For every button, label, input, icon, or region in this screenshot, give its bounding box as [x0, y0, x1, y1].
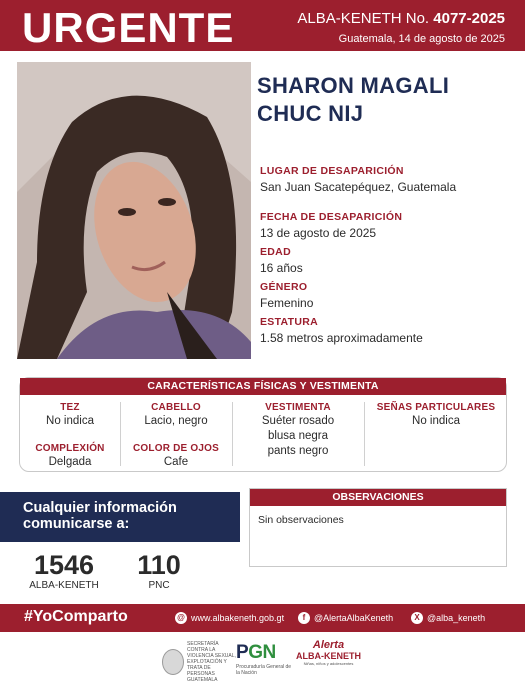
- field-value: San Juan Sacatepéquez, Guatemala: [260, 180, 457, 194]
- field-estatura: [260, 316, 510, 345]
- x-link[interactable]: [411, 612, 485, 624]
- header-banner: [0, 0, 525, 51]
- missing-person-name: [257, 72, 507, 128]
- feature-col-tez: [20, 402, 120, 469]
- alba-keneth-phone[interactable]: [24, 551, 104, 591]
- pgn-gn: GN: [248, 642, 276, 663]
- x-icon: X: [411, 612, 423, 624]
- secretaria-text: SECRETARÍA CONTRA LA VIOLENCIA SEXUAL, EXPLOTACIÓN Y TRATA DE PERSONAS GUATEMALA: [187, 641, 236, 683]
- alerta-word: Alerta: [312, 639, 345, 651]
- field-label: ESTATURA: [260, 316, 319, 328]
- field-label: LUGAR DE DESAPARICIÓN: [260, 165, 404, 177]
- tez-label: TEZ: [60, 402, 80, 413]
- secretaria-logo: [162, 641, 239, 683]
- pnc-phone[interactable]: [126, 551, 192, 591]
- tez-value: No indica: [46, 415, 94, 427]
- features-title: CARACTERÍSTICAS FÍSICAS Y VESTIMENTA: [20, 378, 506, 395]
- ojos-value: Cafe: [163, 456, 189, 468]
- alert-number: [297, 10, 505, 27]
- website-text: www.albakeneth.gob.gt: [191, 613, 285, 623]
- name-line-1: SHARON MAGALI: [257, 73, 450, 98]
- portrait-illustration: [17, 62, 251, 359]
- place-date: Guatemala, 14 de agosto de 2025: [338, 33, 505, 45]
- field-label: FECHA DE DESAPARICIÓN: [260, 211, 403, 223]
- cabello-value: Lacio, negro: [144, 415, 208, 427]
- field-lugar: [260, 165, 510, 194]
- pnc-label: PNC: [148, 580, 170, 591]
- field-value: 13 de agosto de 2025: [260, 226, 377, 240]
- feature-col-vestimenta: [232, 402, 364, 458]
- complexion-value: Delgada: [48, 456, 92, 468]
- alba-keneth-word: ALBA-KENETH: [296, 651, 361, 661]
- alba-number: 1546: [33, 550, 95, 580]
- pnc-number: 110: [137, 550, 181, 580]
- facebook-link[interactable]: [298, 612, 393, 624]
- pgn-subtext: Procuraduría General de la Nación: [236, 664, 292, 676]
- details-fields: [260, 165, 510, 345]
- web-icon: @: [175, 612, 187, 624]
- urgent-title: URGENTE: [22, 4, 235, 51]
- observations-title: OBSERVACIONES: [250, 489, 506, 506]
- alert-number-value: 4077-2025: [433, 10, 505, 27]
- facebook-icon: f: [298, 612, 310, 624]
- cabello-label: CABELLO: [151, 402, 201, 413]
- feature-col-senas: [364, 402, 508, 428]
- contact-info-box: [0, 492, 240, 542]
- observations-text: Sin observaciones: [258, 514, 344, 526]
- website-link[interactable]: [175, 612, 284, 624]
- alert-prefix: ALBA-KENETH No.: [297, 10, 430, 27]
- field-value: 16 años: [260, 261, 303, 275]
- pgn-p: P: [236, 642, 249, 663]
- name-line-2: CHUC NIJ: [257, 101, 364, 126]
- field-genero: [260, 281, 510, 310]
- vestimenta-line-3: pants negro: [267, 445, 329, 457]
- physical-features-panel: [19, 377, 507, 472]
- field-value: 1.58 metros aproximadamente: [260, 331, 423, 345]
- vestimenta-label: VESTIMENTA: [265, 402, 331, 413]
- pgn-wordmark: [236, 642, 276, 664]
- alerta-alba-keneth-logo: [296, 640, 361, 666]
- alba-label: ALBA-KENETH: [29, 580, 99, 591]
- guatemala-seal-icon: [162, 649, 184, 675]
- facebook-text: @AlertaAlbaKeneth: [314, 613, 394, 623]
- complexion-label: COMPLEXIÓN: [35, 443, 105, 454]
- field-label: EDAD: [260, 246, 291, 258]
- contact-line-2: comunicarse a:: [23, 516, 130, 532]
- x-text: @alba_keneth: [427, 613, 486, 623]
- field-value: Femenino: [260, 296, 314, 310]
- hashtag: #YoComparto: [24, 608, 128, 625]
- missing-person-photo: [17, 62, 251, 359]
- field-edad: [260, 246, 510, 275]
- feature-col-cabello: [120, 402, 232, 469]
- field-fecha: [260, 211, 510, 240]
- alerta-subtext: Niñas, niños y adolescentes: [303, 661, 354, 666]
- vestimenta-line-2: blusa negra: [267, 430, 329, 442]
- ojos-label: COLOR DE OJOS: [133, 443, 219, 454]
- pgn-logo: [236, 642, 296, 676]
- logos-row: [0, 638, 525, 683]
- field-label: GÉNERO: [260, 281, 308, 293]
- observations-panel: [249, 488, 507, 567]
- vestimenta-line-1: Suéter rosado: [261, 415, 335, 427]
- senas-value: No indica: [412, 415, 460, 427]
- senas-label: SEÑAS PARTICULARES: [376, 402, 496, 413]
- contact-line-1: Cualquier información: [23, 500, 177, 516]
- footer-bar: [0, 604, 525, 632]
